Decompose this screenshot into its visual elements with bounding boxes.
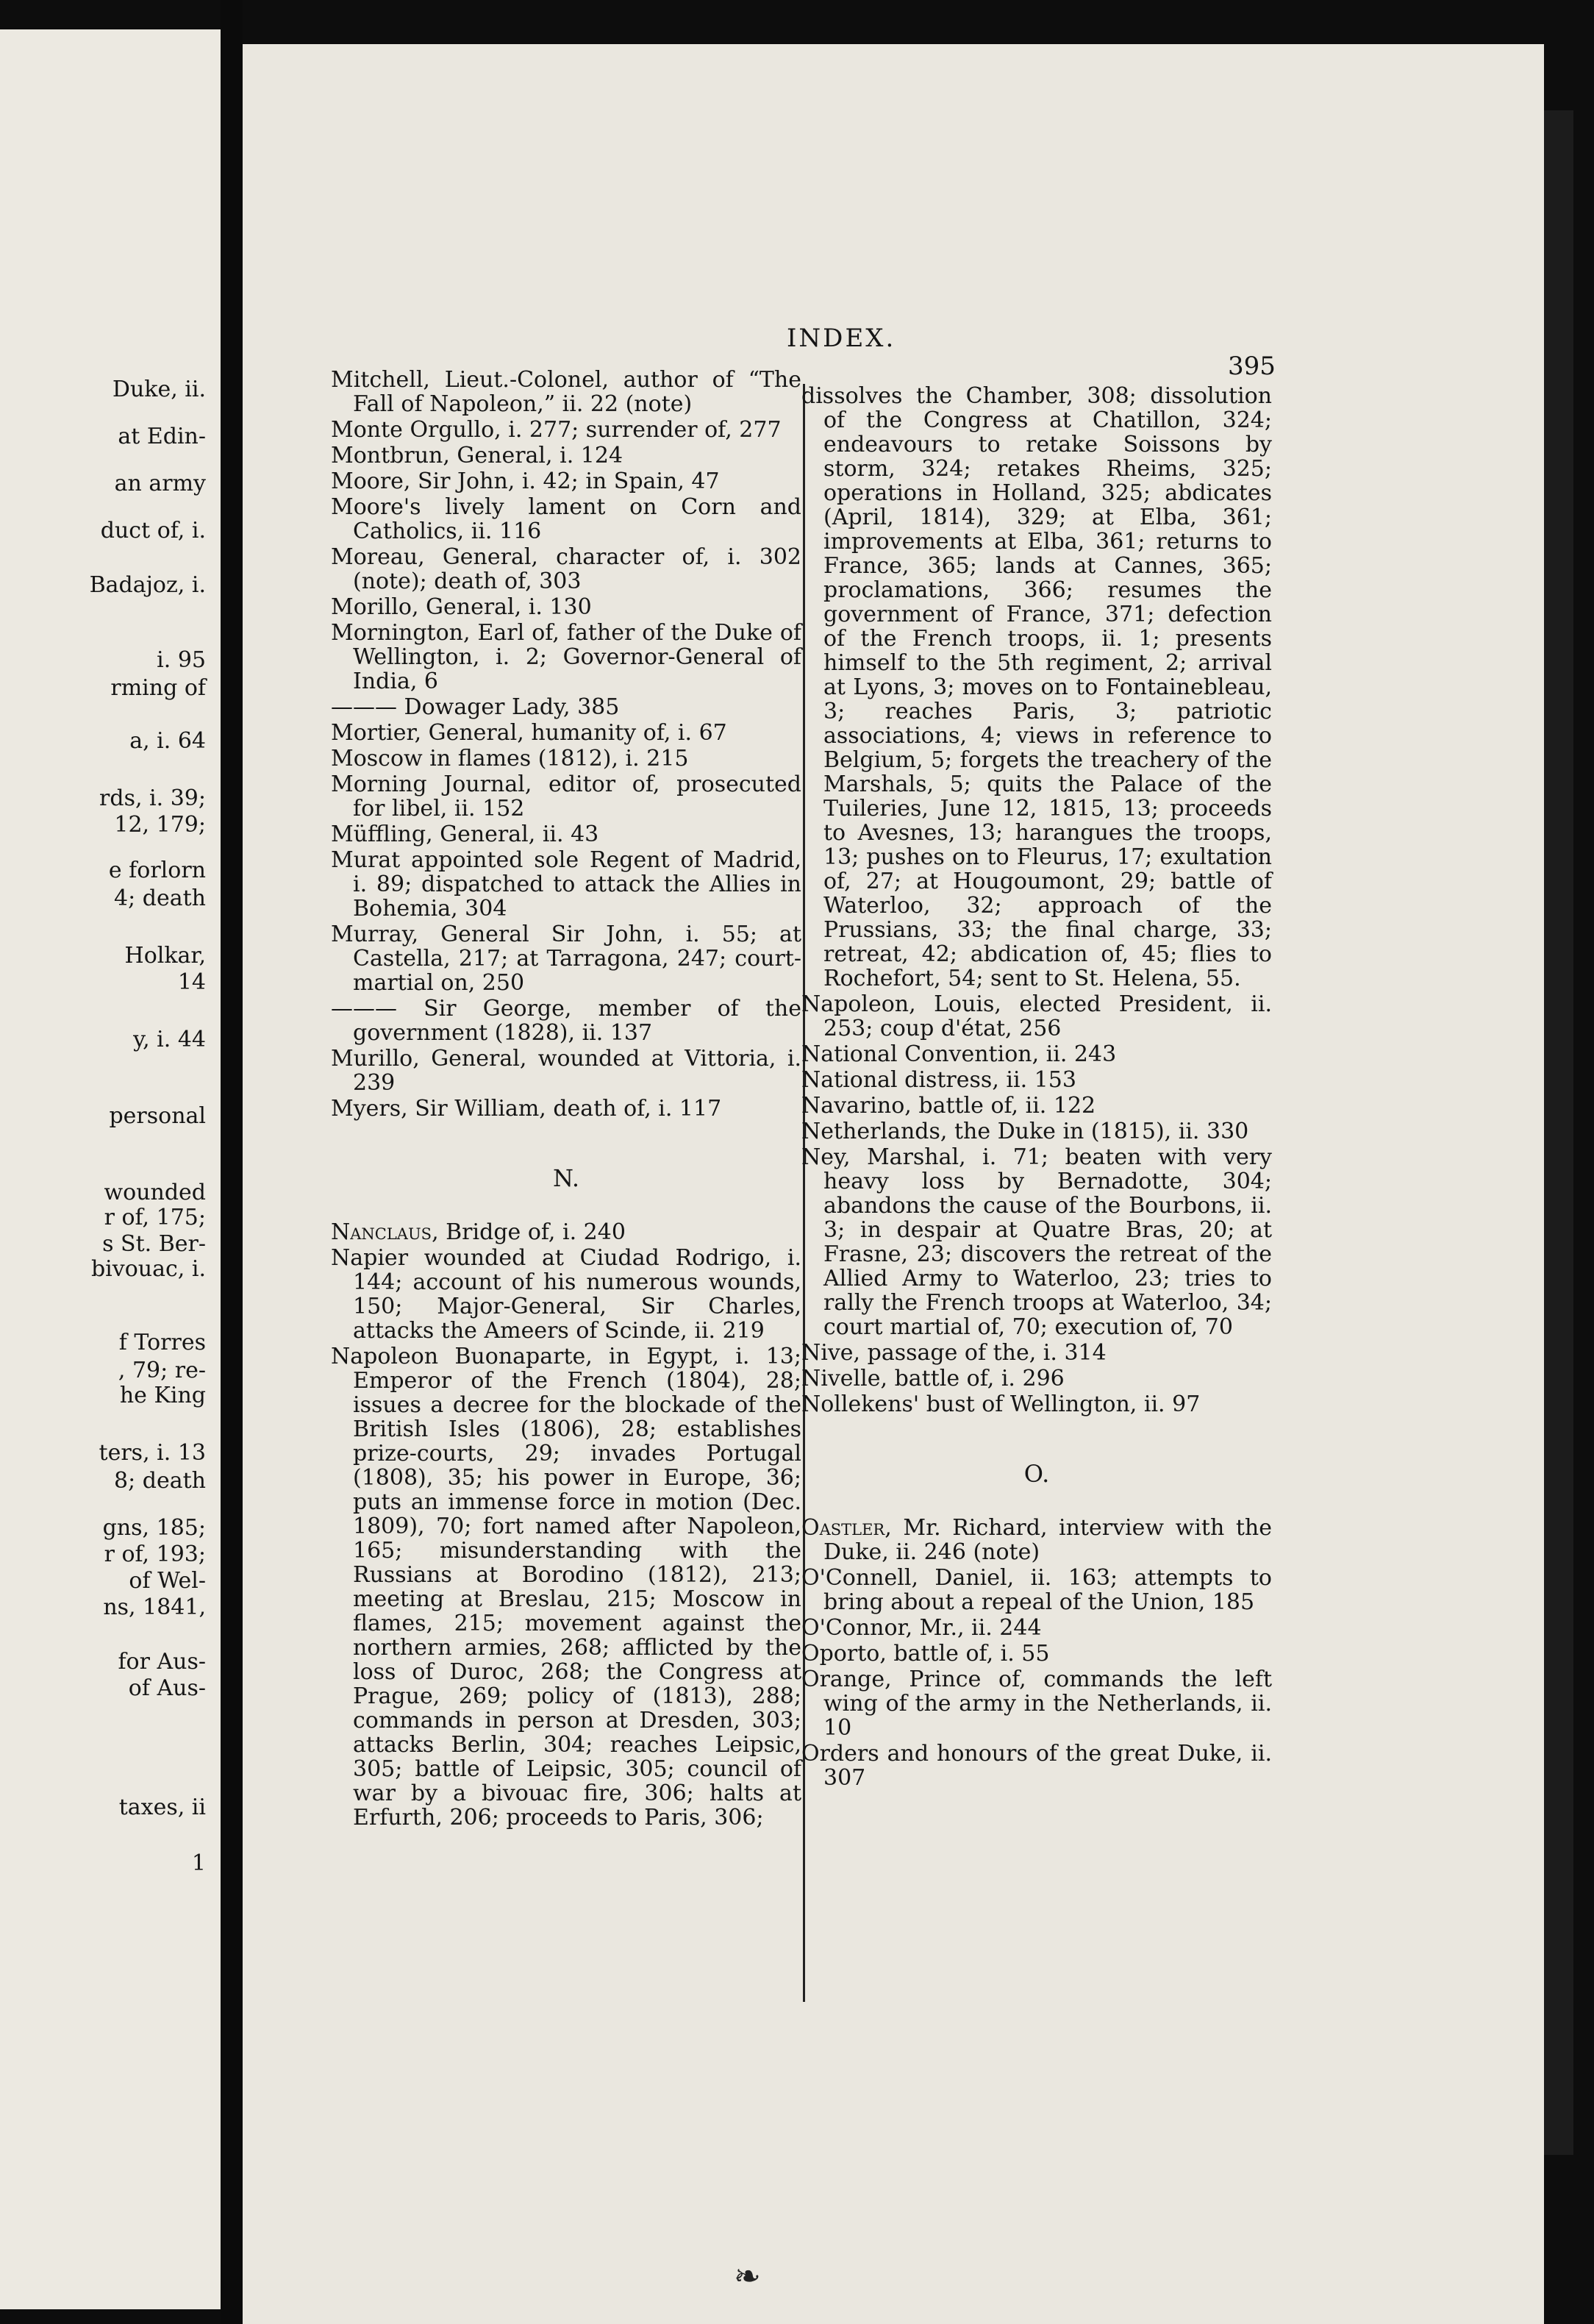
index-entry: [331, 997, 801, 1045]
index-entry-text: Murat appointed sole Regent of Madrid, i. 89; dispatched to attack the Allies in Bohemia, 304: [331, 847, 801, 922]
left-page-text-fragment: of Aus-: [128, 1675, 206, 1701]
left-page-text-fragment: ters, i. 13: [99, 1440, 206, 1466]
left-page-text-fragment: duct of, i.: [100, 518, 206, 543]
left-page-text-fragment: e forlorn: [108, 858, 206, 883]
index-entry-text: Napoleon Buonaparte, in Egypt, i. 13; Emperor of the French (1804), 28; issues a decree for the blockade of the British Isles (1806), 28; establishes prize-courts, 29; invades Portugal (1808), 35; his power in Europe, 36; puts an immense force in motion (Dec. 1809), 70; fort named after Napoleon, 165; misunderstanding with the Russians at Borodino (1812), 213; meeting at Breslau, 215; Moscow in flames, 215; movement against the northern armies, 268; afflicted by the loss of Duroc, 268; the Congress at Prague, 269; policy of (1813), 288; commands in person at Dresden, 303; attacks Berlin, 304; reaches Leipsic, 305; battle of Leipsic, 305; council of war by a bivouac fire, 306; halts at Erfurth, 206; proceeds to Paris, 306;: [331, 1344, 801, 1831]
index-entry-text: Ney, Marshal, i. 71; beaten with very heavy loss by Bernadotte, 304; abandons the cause of the Bourbons, ii. 3; in despair at Quatre Bras, 20; at Frasne, 23; discovers the retreat of the Allied Army to Waterloo, 23; tries to rally the French troops at Waterloo, 34; court martial of, 70; execution of, 70: [801, 1144, 1272, 1340]
section-letter: N.: [552, 1164, 580, 1192]
index-entry-text: Napoleon, Louis, elected President, ii. 253; coup d'état, 256: [801, 991, 1272, 1041]
ornament-icon: ❧: [734, 2258, 761, 2295]
left-page-text-fragment: personal: [109, 1103, 206, 1129]
index-entry: [801, 1094, 1272, 1118]
left-page-text-fragment: Duke, ii.: [112, 377, 206, 402]
left-page-text-fragment: of Wel-: [129, 1568, 206, 1594]
index-entry-text: Murillo, General, wounded at Vittoria, i. 239: [331, 1046, 801, 1096]
left-page-text-fragment: an army: [114, 471, 206, 496]
index-entry-text: Mortier, General, humanity of, i. 67: [331, 720, 727, 746]
index-entry: [801, 1642, 1272, 1666]
index-entry: [331, 469, 801, 493]
index-entry: [331, 922, 801, 995]
index-entry: [331, 545, 801, 594]
left-page-text-fragment: Holkar,: [124, 943, 206, 969]
index-entry-text: Oporto, battle of, i. 55: [801, 1641, 1050, 1667]
index-entry-text: Napier wounded at Ciudad Rodrigo, i. 144; account of his numerous wounds, 150; Major-General, Sir Charles, attacks the Ameers of Scinde, ii. 219: [331, 1245, 801, 1344]
section-letter: O.: [1023, 1460, 1050, 1488]
index-entry-text: Myers, Sir William, death of, i. 117: [331, 1096, 722, 1122]
index-entry-text: Moore, Sir John, i. 42; in Spain, 47: [331, 468, 720, 494]
index-entry: [801, 1667, 1272, 1740]
index-entry: [801, 1566, 1272, 1614]
index-entry-text: ——— Dowager Lady, 385: [331, 694, 620, 720]
left-page-text-fragment: y, i. 44: [133, 1027, 206, 1052]
index-entry-text: ——— Sir George, member of the government (1828), ii. 137: [331, 996, 801, 1046]
index-entry-text: Nive, passage of the, i. 314: [801, 1340, 1107, 1366]
left-page-text-fragment: rds, i. 39;: [99, 785, 206, 811]
book-edge: [1544, 110, 1573, 2155]
index-entry: [801, 1366, 1272, 1391]
left-page-fragment: [0, 29, 221, 2309]
index-entry-text: Navarino, battle of, ii. 122: [801, 1093, 1096, 1119]
left-page-text-fragment: r of, 193;: [104, 1541, 206, 1567]
index-entry: [801, 1516, 1272, 1564]
left-page-text-fragment: 8; death: [114, 1468, 206, 1494]
book-gutter: [221, 0, 243, 2324]
index-entry-text: , Bridge of, i. 240: [432, 1219, 626, 1245]
index-entry-text: Montbrun, General, i. 124: [331, 443, 623, 468]
index-entry: [801, 1119, 1272, 1144]
index-entry: [801, 1068, 1272, 1092]
index-entry-text: Murray, General Sir John, i. 55; at Castella, 217; at Tarragona, 247; court-martial on, 250: [331, 922, 801, 996]
left-page-text-fragment: rming of: [110, 675, 206, 701]
index-entry: [331, 1097, 801, 1121]
index-entry: [331, 595, 801, 619]
index-entry: [331, 1220, 801, 1244]
index-entry-text: Mornington, Earl of, father of the Duke of Wellington, i. 2; Governor-General of India, 6: [331, 620, 801, 694]
index-entry-headword: Oastler: [801, 1515, 885, 1541]
index-column-right: [801, 384, 1272, 1792]
index-entry: [331, 822, 801, 846]
page-number: 395: [1228, 352, 1276, 381]
left-page-text-fragment: s St. Ber-: [102, 1231, 206, 1257]
index-entry: [331, 495, 801, 543]
index-entry: [801, 384, 1272, 991]
index-entry: [331, 1047, 801, 1095]
index-entry: [801, 1742, 1272, 1790]
index-entry-text: National Convention, ii. 243: [801, 1041, 1117, 1067]
left-page-text-fragment: taxes, ii: [118, 1794, 206, 1820]
index-entry-text: Müffling, General, ii. 43: [331, 821, 599, 847]
index-entry-text: , Mr. Richard, interview with the Duke, ii. 246 (note): [823, 1515, 1272, 1565]
index-entry-text: Moreau, General, character of, i. 302 (note); death of, 303: [331, 544, 801, 594]
index-entry-text: Orders and honours of the great Duke, ii. 307: [801, 1741, 1272, 1791]
left-page-text-fragment: gns, 185;: [102, 1515, 206, 1541]
index-entry: [801, 992, 1272, 1041]
index-entry-text: Morning Journal, editor of, prosecuted for libel, ii. 152: [331, 771, 801, 821]
index-entry-text: Netherlands, the Duke in (1815), ii. 330: [801, 1119, 1249, 1144]
index-entry: [331, 621, 801, 694]
left-page-text-fragment: for Aus-: [118, 1649, 206, 1675]
index-entry-text: Moore's lively lament on Corn and Catholics, ii. 116: [331, 494, 801, 544]
index-entry-text: Morillo, General, i. 130: [331, 594, 592, 620]
index-entry: [331, 443, 801, 468]
index-entry-text: dissolves the Chamber, 308; dissolution of the Congress at Chatillon, 324; endeavours to retake Soissons by storm, 324; retakes Rheims, 325; operations in Holland, 325; abdicates (April, 1814), 329; at Elba, 361; improvements at Elba, 361; returns to France, 365; lands at Cannes, 365; proclamations, 366; resumes the government of France, 371; defection of the French troops, ii. 1; presents himself to the 5th regiment, 2; arrival at Lyons, 3; moves on to Fontainebleau, 3; reaches Paris, 3; patriotic associations, 4; views in reference to Belgium, 5; forgets the treachery of the Marshals, 5; quits the Palace of the Tuileries, June 12, 1815, 13; proceeds to Avesnes, 13; harangues the troops, 13; pushes on to Fleurus, 17; exultation of, 27; at Hougoumont, 29; battle of Waterloo, 32; approach of the Prussians, 33; the final charge, 33; retreat, 42; abdication of, 45; flies to Rochefort, 54; sent to St. Helena, 55.: [801, 383, 1272, 991]
index-entry: [331, 418, 801, 442]
index-entry: [331, 746, 801, 771]
index-entry-text: Orange, Prince of, commands the left wing of the army in the Netherlands, ii. 10: [801, 1667, 1272, 1741]
index-entry: [331, 368, 801, 416]
page-title: INDEX.: [787, 324, 896, 353]
left-page-text-fragment: 4; death: [114, 885, 206, 911]
left-page-text-fragment: at Edin-: [118, 424, 206, 449]
index-entry: [331, 772, 801, 821]
index-entry-text: Nollekens' bust of Wellington, ii. 97: [801, 1391, 1201, 1417]
index-entry: [331, 1246, 801, 1343]
left-page-text-fragment: 12, 179;: [114, 812, 206, 838]
index-entry: [801, 1616, 1272, 1640]
index-entry: [331, 848, 801, 921]
left-page-text-fragment: he King: [119, 1383, 206, 1408]
index-entry: [331, 721, 801, 745]
index-page: [243, 44, 1544, 2324]
left-page-text-fragment: f Torres: [118, 1330, 206, 1355]
index-entry: [801, 1042, 1272, 1066]
left-page-text-fragment: bivouac, i.: [90, 1256, 206, 1282]
index-column-left: [331, 368, 801, 1831]
left-page-text-fragment: r of, 175;: [104, 1205, 206, 1230]
left-page-text-fragment: , 79; re-: [118, 1358, 206, 1383]
index-entry-text: Nivelle, battle of, i. 296: [801, 1366, 1065, 1391]
left-page-text-fragment: Badajoz, i.: [89, 572, 206, 598]
index-entry-text: Moscow in flames (1812), i. 215: [331, 746, 689, 771]
index-entry: [801, 1145, 1272, 1339]
index-entry-text: O'Connell, Daniel, ii. 163; attempts to bring about a repeal of the Union, 185: [801, 1565, 1272, 1615]
left-page-text-fragment: 1: [191, 1850, 206, 1876]
index-entry-text: Mitchell, Lieut.-Colonel, author of “The Fall of Napoleon,” ii. 22 (note): [331, 367, 801, 417]
index-entry-headword: Nanclaus: [331, 1219, 432, 1245]
index-entry-text: O'Connor, Mr., ii. 244: [801, 1615, 1042, 1641]
index-entry: [331, 695, 801, 719]
left-page-text-fragment: 14: [177, 969, 206, 995]
index-entry: [331, 1344, 801, 1830]
left-page-text-fragment: wounded: [104, 1180, 206, 1205]
left-page-text-fragment: a, i. 64: [129, 728, 206, 754]
left-page-text-fragment: i. 95: [157, 647, 206, 673]
left-page-text-fragment: ns, 1841,: [103, 1594, 206, 1620]
index-entry: [801, 1392, 1272, 1416]
index-entry: [801, 1341, 1272, 1365]
index-entry-text: Monte Orgullo, i. 277; surrender of, 277: [331, 417, 782, 443]
index-entry-text: National distress, ii. 153: [801, 1067, 1076, 1093]
